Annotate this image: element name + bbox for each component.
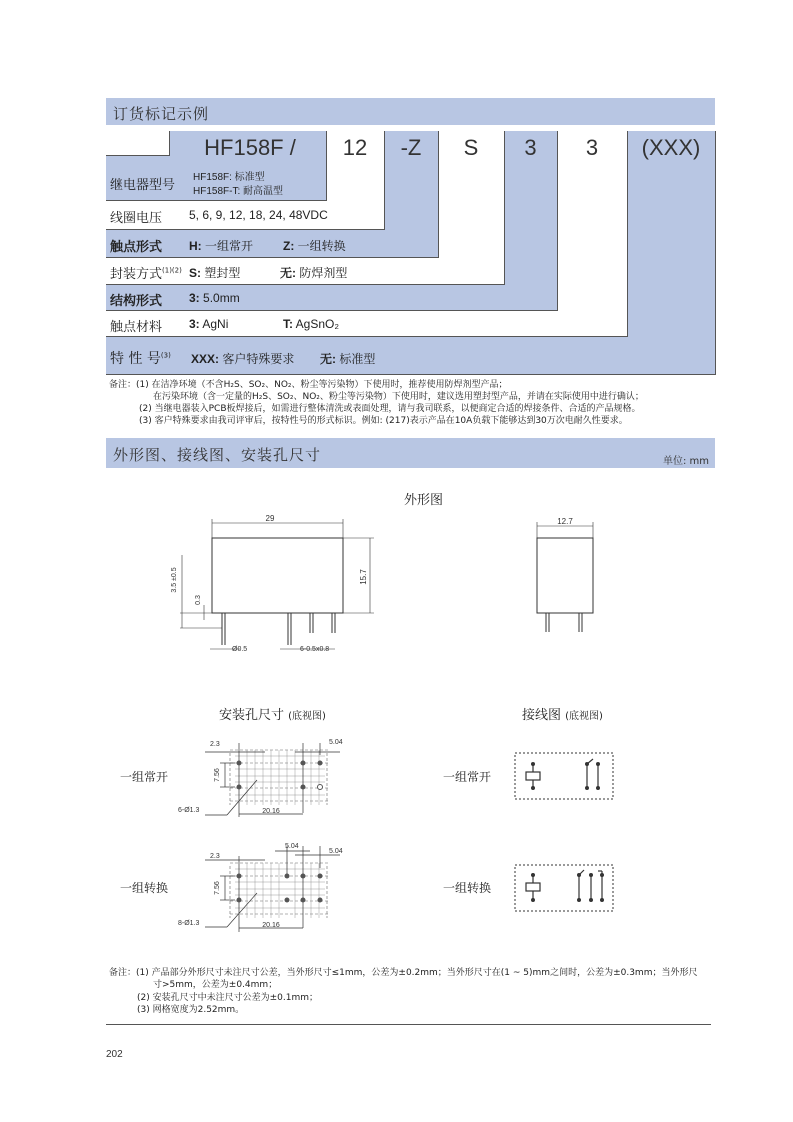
svg-text:6-0.5x0.8: 6-0.5x0.8 [300, 646, 330, 653]
svg-text:0.3: 0.3 [195, 595, 202, 605]
outline-side-drawing [530, 510, 600, 635]
relay-model-high-temp: HF158F-T: 耐高温型 [193, 186, 284, 197]
dim-note-2: (2) 安装孔尺寸中未注尺寸公差为±0.1mm； [137, 993, 318, 1003]
code-enclosure: S [463, 135, 479, 160]
mounting-holes-no-drawing [175, 735, 345, 830]
dim-note-3: (3) 网格宽度为2.52mm。 [137, 1005, 245, 1015]
row-label-construction: 结构形式 [110, 294, 163, 309]
mounting-title: 安装孔尺寸 (底视图) [219, 708, 326, 723]
outline-front-drawing [160, 505, 400, 665]
row-label-coil-voltage: 线圈电压 [110, 211, 163, 226]
svg-text:5.04: 5.04 [285, 843, 299, 850]
material-agsno2: AgSnO₂ [295, 317, 340, 331]
page-number: 202 [106, 1049, 123, 1060]
svg-text:Ø0.5: Ø0.5 [232, 646, 248, 653]
ordering-note-1: 备注：(1) 在洁净环境（不含H₂S、SO₂、NO₂、粉尘等污染物）下使用时，推荐使用防焊剂型产品； [109, 380, 508, 390]
svg-text:20.16: 20.16 [262, 808, 280, 815]
svg-text:8-Ø1.3: 8-Ø1.3 [178, 920, 200, 927]
svg-text:3.5 ±0.5: 3.5 ±0.5 [171, 567, 178, 593]
variant-label-co: 一组转换 [120, 881, 169, 895]
key-none-special: 无: [320, 352, 336, 366]
key-h: H: [189, 239, 202, 253]
wiring-label-co: 一组转换 [443, 881, 492, 895]
svg-text:20.16: 20.16 [262, 922, 280, 929]
ordering-note-3: (3) 客户特殊要求由我司评审后，按特性号的形式标识。例如: (217)表示产品在10A负载下能够达到30万次电耐久性要求。 [139, 416, 628, 426]
contact-form-z: 一组转换 [297, 239, 346, 253]
enclosure-flux-proof: 防焊剂型 [299, 266, 348, 280]
row-label-special: 特 性 号$^{(3)}$ [110, 351, 171, 367]
key-xxx: XXX: [191, 352, 220, 366]
unit-label: 单位: mm [662, 456, 709, 467]
row-label-contact-form: 触点形式 [110, 240, 163, 255]
key-3: 3: [189, 291, 200, 305]
row-label-contact-material: 触点材料 [110, 320, 163, 335]
special-standard: 标准型 [339, 352, 376, 366]
row-label-enclosure: 封装方式$^{(1)(2)}$ [110, 266, 182, 282]
ordering-note-1b: 在污染环境（含一定量的H₂S、SO₂、NO₂、粉尘等污染物）下使用时，建议选用塑封型产品，并请在实际使用中进行确认； [153, 392, 644, 402]
code-special: (XXX) [641, 135, 701, 160]
ordering-section-title: 订货标记示例 [113, 105, 210, 123]
svg-text:5.04: 5.04 [329, 848, 343, 855]
ordering-note-2: (2) 当继电器装入PCB板焊接后，如需进行整体清洗或表面处理，请与我司联系，以便商定合适的焊接条件、合适的产品规格。 [139, 404, 641, 414]
variant-label-no: 一组常开 [120, 770, 169, 784]
enclosure-s: 塑封型 [204, 266, 241, 280]
code-contact-form: -Z [400, 135, 422, 160]
svg-text:12.7: 12.7 [557, 517, 573, 526]
relay-model-standard: HF158F: 标准型 [193, 172, 265, 183]
wiring-title: 接线图 (底视图) [522, 708, 603, 723]
footer-divider [106, 1024, 711, 1025]
key-3-material: 3: [189, 317, 200, 331]
svg-text:2.3: 2.3 [210, 853, 220, 860]
svg-text:6-Ø1.3: 6-Ø1.3 [178, 807, 200, 814]
code-coil-voltage: 12 [342, 135, 368, 160]
svg-text:7.56: 7.56 [214, 881, 221, 895]
key-t: T: [283, 317, 293, 331]
key-z: Z: [283, 239, 295, 253]
svg-text:5.04: 5.04 [329, 739, 343, 746]
construction-value: 5.0mm [203, 291, 240, 305]
wiring-co-diagram [513, 862, 617, 914]
dimensions-section-header [106, 438, 715, 468]
mounting-holes-co-drawing [175, 838, 345, 938]
dim-note-1b: 寸>5mm，公差为±0.4mm； [153, 980, 278, 990]
key-s: S: [189, 266, 201, 280]
svg-text:29: 29 [265, 514, 275, 523]
dimensions-section-title: 外形图、接线图、安装孔尺寸 [113, 446, 322, 464]
dim-note-1: 备注：(1) 产品部分外形尺寸未注尺寸公差，当外形尺寸≤1mm，公差为±0.2mm；当外形尺寸在(1 ~ 5)mm之间时，公差为±0.3mm；当外形尺 [109, 968, 698, 978]
code-construction: 3 [524, 135, 537, 160]
special-customer: 客户特殊要求 [222, 352, 295, 366]
code-contact-material: 3 [585, 135, 599, 160]
ordering-section-header [106, 98, 715, 125]
wiring-no-diagram [513, 750, 617, 804]
outline-title: 外形图 [404, 493, 444, 508]
svg-text:2.3: 2.3 [210, 741, 220, 748]
wiring-label-no: 一组常开 [443, 770, 492, 784]
svg-text:15.7: 15.7 [359, 569, 368, 585]
svg-text:7.56: 7.56 [214, 768, 221, 782]
key-none: 无: [280, 266, 296, 280]
material-agni: AgNi [202, 317, 229, 331]
coil-voltage-values: 5, 6, 9, 12, 18, 24, 48VDC [189, 208, 328, 222]
contact-form-h: 一组常开 [205, 239, 254, 253]
code-model: HF158F / [204, 135, 296, 160]
row-label-relay-model: 继电器型号 [110, 178, 176, 193]
